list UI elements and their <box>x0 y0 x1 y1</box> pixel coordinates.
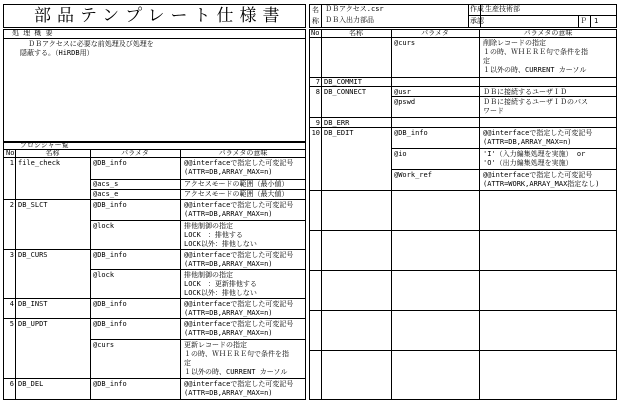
proc-no: 8 <box>315 88 320 96</box>
proc-meaning: @@interfaceで指定した可変記号 <box>184 380 294 388</box>
col-header-param: パラメタ <box>121 149 149 157</box>
proc-param: @usr <box>394 88 411 96</box>
divider <box>3 249 306 250</box>
divider <box>90 149 91 400</box>
proc-no: 4 <box>9 300 14 308</box>
divider <box>90 269 306 270</box>
proc-meaning: LOCK ：更新排他する <box>184 280 257 288</box>
proc-meaning: 'O'（出力編集処理を実施） <box>483 159 573 167</box>
proc-name: DB_INST <box>18 300 48 308</box>
divider <box>309 270 617 271</box>
divider <box>578 16 579 28</box>
divider <box>180 149 181 400</box>
proc-meaning: (ATTR=DB,ARRAY_MAX=n) <box>184 389 273 397</box>
proc-name: DB_EDIT <box>324 129 354 137</box>
col-header-meaning: パラメタの意味 <box>218 149 268 157</box>
module-description: ＤＢ入出力部品 <box>325 16 374 24</box>
proc-meaning: １の時、ＷＨＥＲＥ句で条件を指 <box>483 48 588 56</box>
proc-meaning: (ATTR=DB,ARRAY_MAX=n) <box>184 309 273 317</box>
proc-param: @lock <box>93 222 115 230</box>
proc-meaning: １の時、ＷＨＥＲＥ句で条件を指 <box>184 350 289 358</box>
col-header-param: パラメタ <box>421 29 449 37</box>
proc-param: @curs <box>93 341 115 349</box>
proc-name: DB_SLCT <box>18 201 48 209</box>
proc-param: @curs <box>394 39 416 47</box>
divider <box>3 298 306 299</box>
divider <box>391 169 617 170</box>
proc-meaning: (ATTR=DB,ARRAY_MAX=n) <box>184 168 273 176</box>
proc-no: 2 <box>9 201 14 209</box>
proc-param: @DB_info <box>394 129 428 137</box>
proc-name: DB_COMMIT <box>324 78 362 86</box>
proc-meaning: 定 <box>483 57 490 65</box>
proc-name: DB_ERR <box>324 119 350 127</box>
proc-meaning: @@interfaceで指定した可変記号 <box>184 201 294 209</box>
divider <box>590 16 591 28</box>
proc-no: 7 <box>315 78 320 86</box>
divider <box>309 127 617 128</box>
proc-name: DB_DEL <box>18 380 44 388</box>
col-header-name: 名称 <box>45 149 60 157</box>
proc-no: 1 <box>9 159 14 167</box>
proc-meaning: LOCK ：排他する <box>184 231 243 239</box>
proc-meaning: (ATTR=DB,ARRAY_MAX=n) <box>483 138 572 146</box>
divider <box>309 190 617 191</box>
proc-param: @DB_info <box>93 320 127 328</box>
divider <box>90 339 306 340</box>
proc-meaning: (ATTR=WORK,ARRAY_MAX指定なし) <box>483 180 600 188</box>
proc-meaning: (ATTR=DB,ARRAY_MAX=n) <box>184 329 273 337</box>
proc-meaning: アクセスモードの範囲（最小値） <box>184 180 289 188</box>
document-title: 部品テンプレート仕様書 <box>34 6 286 26</box>
divider <box>309 350 617 351</box>
divider <box>321 29 322 400</box>
divider <box>15 149 16 400</box>
divider <box>90 220 306 221</box>
proc-name: DB_UPDT <box>18 320 48 328</box>
proc-param: @DB_info <box>93 159 127 167</box>
proc-meaning: (ATTR=DB,ARRAY_MAX=n) <box>184 260 273 268</box>
proc-meaning: @@interfaceで指定した可変記号 <box>184 159 294 167</box>
proc-meaning: @@interfaceで指定した可変記号 <box>483 171 593 179</box>
divider <box>468 4 469 28</box>
divider <box>3 318 306 319</box>
col-header-no: No <box>311 29 320 37</box>
procedure-heading: プロシジャー覧 <box>20 141 69 149</box>
module-file-name: ＤＢアクセス.csr <box>325 5 384 13</box>
proc-param: @DB_info <box>93 201 127 209</box>
proc-name: DB_CURS <box>18 251 48 259</box>
overview-heading: 処 理 概 要 <box>12 29 53 37</box>
proc-param: @io <box>394 150 407 158</box>
divider <box>309 117 617 118</box>
updated-label: 承認 <box>470 17 484 25</box>
proc-param: @DB_info <box>93 251 127 259</box>
proc-param: @DB_info <box>93 380 127 388</box>
proc-param: @pswd <box>394 98 416 106</box>
proc-no: 10 <box>311 129 320 137</box>
divider <box>321 4 322 28</box>
overview-text-line2: 隠蔽する。（HiRDB用） <box>20 49 94 57</box>
proc-param: @lock <box>93 271 115 279</box>
proc-meaning: ワード <box>483 107 504 115</box>
divider <box>479 29 480 400</box>
proc-param: @DB_info <box>93 300 127 308</box>
proc-meaning: @@interfaceで指定した可変記号 <box>184 320 294 328</box>
proc-meaning: 排他制御の指定 <box>184 271 233 279</box>
proc-param: @acs_s <box>93 180 119 188</box>
proc-meaning: 排他制御の指定 <box>184 222 233 230</box>
divider <box>3 199 306 200</box>
divider <box>309 310 617 311</box>
proc-meaning: １以外の時、CURRENT カーソル <box>184 368 288 376</box>
divider <box>391 148 617 149</box>
proc-meaning: 定 <box>184 359 191 367</box>
proc-meaning: ＤＢに接続するユーザＩＤのパス <box>483 98 588 106</box>
divider <box>309 86 617 87</box>
proc-meaning: @@interfaceで指定した可変記号 <box>184 300 294 308</box>
col-header-name: 名称 <box>349 29 363 37</box>
divider <box>468 15 617 16</box>
proc-meaning: (ATTR=DB,ARRAY_MAX=n) <box>184 210 273 218</box>
proc-meaning: アクセスモードの範囲（最大値） <box>184 190 289 198</box>
col-header-no: No <box>6 149 15 157</box>
page-number: 1 <box>594 17 599 25</box>
proc-param: @acs_e <box>93 190 119 198</box>
proc-meaning: 削除レコードの指定 <box>483 39 546 47</box>
proc-meaning: LOCK以外：排他しない <box>184 289 257 297</box>
page-label: Ｐ <box>580 17 587 25</box>
divider <box>309 230 617 231</box>
col-header-meaning: パラメタの意味 <box>523 29 573 37</box>
proc-meaning: @@interfaceで指定した可変記号 <box>483 129 593 137</box>
proc-no: 6 <box>9 380 14 388</box>
proc-meaning: LOCK以外：排他しない <box>184 240 257 248</box>
name-label: 名 称 <box>312 6 319 25</box>
proc-meaning: 'I'（入力編集処理を実施） or <box>483 150 586 158</box>
proc-meaning: １以外の時、CURRENT カーソル <box>483 66 587 74</box>
proc-no: 5 <box>9 320 14 328</box>
created-value: 生産技術部 <box>485 5 520 13</box>
proc-meaning: 更新レコードの指定 <box>184 341 247 349</box>
divider <box>3 38 306 39</box>
divider <box>391 29 392 400</box>
proc-name: file_check <box>18 159 61 167</box>
proc-meaning: ＤＢに接続するユーザＩＤ <box>483 88 567 96</box>
proc-name: DB_CONNECT <box>324 88 367 96</box>
created-label: 作成 <box>470 5 484 13</box>
overview-text-line1: ＤＢアクセスに必要な前処理及び処理を <box>28 40 154 48</box>
proc-no: 3 <box>9 251 14 259</box>
proc-meaning: @@interfaceで指定した可変記号 <box>184 251 294 259</box>
proc-no: 9 <box>315 119 320 127</box>
proc-param: @Work_ref <box>394 171 432 179</box>
divider <box>391 96 617 97</box>
divider <box>3 378 306 379</box>
